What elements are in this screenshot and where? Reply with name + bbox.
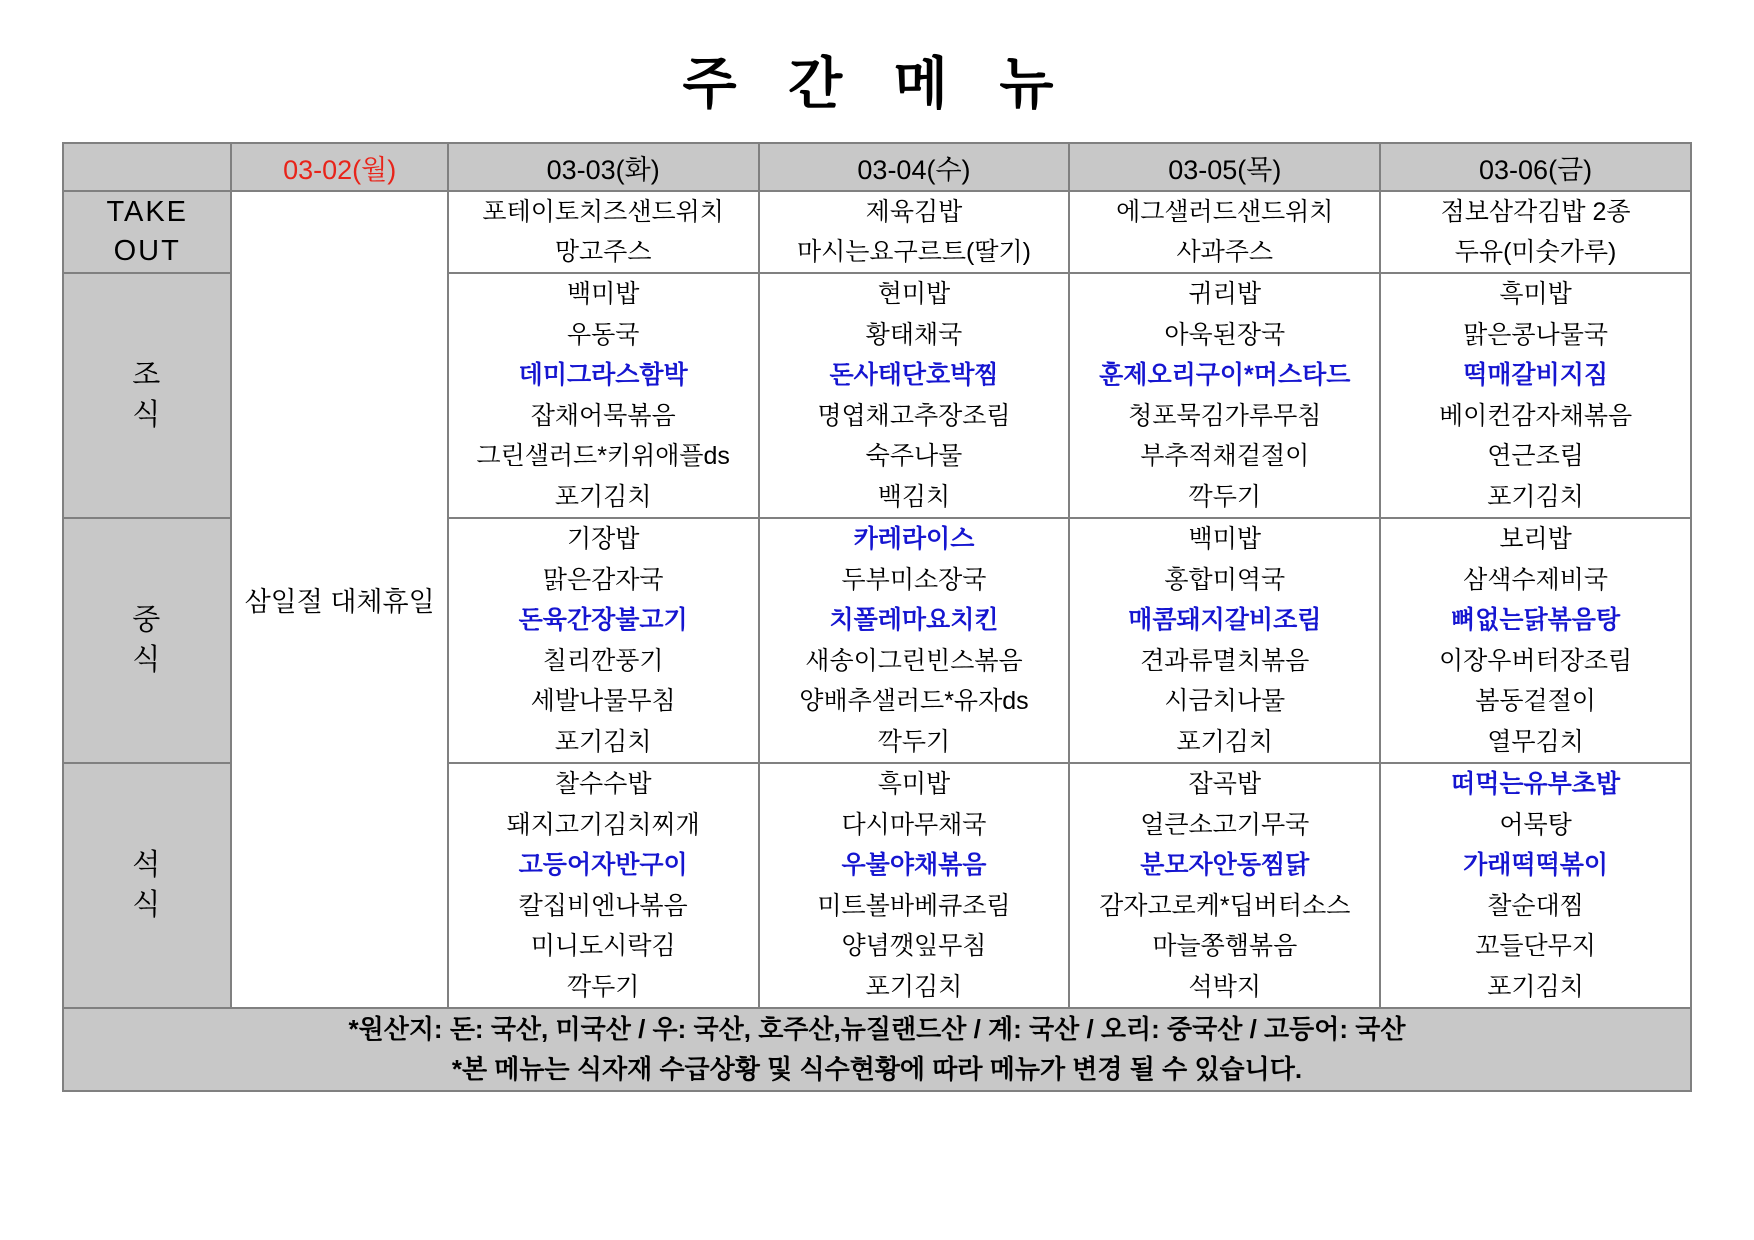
menu-item: 찰수수밥 <box>554 770 652 798</box>
header-corner-cell <box>63 143 231 191</box>
menu-item: 우동국 <box>566 320 640 349</box>
menu-item: 마늘쫑햄볶음 <box>1152 932 1298 960</box>
menu-item: 가래떡떡볶이 <box>1463 851 1609 879</box>
menu-cell-breakfast-day2 <box>448 273 759 518</box>
menu-item: 감자고로케*딥버터소스 <box>1099 891 1351 920</box>
menu-item: 떡매갈비지짐 <box>1463 361 1609 389</box>
weekly-menu-table <box>62 142 1692 1092</box>
menu-item: 봄동겉절이 <box>1475 687 1596 715</box>
menu-cell-dinner-day3 <box>759 763 1070 1008</box>
menu-item: 어묵탕 <box>1499 810 1572 839</box>
menu-cell-breakfast-day4 <box>1069 273 1380 518</box>
menu-item: 그린샐러드*키위애플ds <box>476 442 730 470</box>
menu-item: 포기김치 <box>1176 727 1274 756</box>
menu-item: 석박지 <box>1188 972 1261 1001</box>
menu-item: 다시마무채국 <box>841 810 987 839</box>
row-label-breakfast <box>63 273 231 518</box>
menu-item: 귀리밥 <box>1188 280 1261 308</box>
row-label-takeout <box>63 191 231 273</box>
menu-item: 현미밥 <box>877 280 951 308</box>
menu-item: 두유(미숫가루) <box>1454 238 1617 266</box>
menu-item: 잡곡밥 <box>1188 770 1261 798</box>
menu-item: 열무김치 <box>1487 727 1584 756</box>
menu-item: 망고주스 <box>554 238 652 266</box>
menu-item: 삼색수제비국 <box>1463 565 1609 594</box>
menu-item: 에그샐러드샌드위치 <box>1116 198 1334 226</box>
menu-item: 연근조림 <box>1487 442 1584 470</box>
footer-change-note: *본 메뉴는 식자재 수급상황 및 식수현황에 따라 메뉴가 변경 될 수 있습니다. <box>451 1054 1303 1085</box>
menu-item: 포기김치 <box>1487 972 1584 1001</box>
menu-table-wrapper <box>0 142 1754 1092</box>
menu-item: 견과류멸치볶음 <box>1140 646 1310 675</box>
menu-cell-takeout-day2 <box>448 191 759 273</box>
row-label-line: 석 <box>132 849 163 882</box>
footer-row <box>63 1008 1691 1091</box>
menu-item: 양념깻잎무침 <box>841 932 987 960</box>
menu-item: 얼큰소고기무국 <box>1140 810 1310 839</box>
header-day-1: 03-02(월) <box>231 143 447 191</box>
menu-item: 포기김치 <box>865 972 963 1001</box>
menu-item: 보리밥 <box>1499 525 1572 553</box>
menu-cell-takeout-day5 <box>1380 191 1691 273</box>
menu-cell-takeout-day4 <box>1069 191 1380 273</box>
menu-item: 칼집비엔나볶음 <box>518 891 688 920</box>
menu-item: 백미밥 <box>566 280 640 308</box>
menu-item: 미니도시락김 <box>530 932 676 960</box>
menu-item: 분모자안동찜닭 <box>1140 851 1310 879</box>
header-day-2: 03-03(화) <box>448 143 759 191</box>
menu-item: 돈육간장불고기 <box>518 606 688 634</box>
menu-item: 칠리깐풍기 <box>542 646 664 675</box>
menu-item: 매콤돼지갈비조림 <box>1128 606 1322 634</box>
menu-item: 깍두기 <box>566 972 640 1001</box>
menu-item: 흑미밥 <box>877 770 951 798</box>
header-day-4: 03-05(목) <box>1069 143 1380 191</box>
menu-item: 잡채어묵볶음 <box>530 401 676 430</box>
menu-cell-breakfast-day5 <box>1380 273 1691 518</box>
menu-item: 훈제오리구이*머스타드 <box>1099 361 1351 389</box>
row-label-line: 중 <box>132 604 163 637</box>
holiday-cell-monday: 삼일절 대체휴일 <box>231 191 447 1008</box>
menu-item: 포테이토치즈샌드위치 <box>482 198 724 226</box>
menu-item: 맑은감자국 <box>542 565 664 594</box>
menu-item: 기장밥 <box>566 525 640 553</box>
menu-cell-takeout-day3 <box>759 191 1070 273</box>
menu-item: 청포묵김가루무침 <box>1128 401 1322 430</box>
menu-cell-dinner-day5 <box>1380 763 1691 1008</box>
menu-item: 카레라이스 <box>853 525 975 553</box>
menu-item: 흑미밥 <box>1499 280 1572 308</box>
menu-item: 점보삼각김밥 2종 <box>1440 198 1631 226</box>
menu-item: 포기김치 <box>1487 482 1584 511</box>
menu-item: 부추적채겉절이 <box>1140 442 1310 470</box>
row-label-line: OUT <box>113 235 181 267</box>
footer-notes <box>63 1008 1691 1091</box>
menu-item: 데미그라스함박 <box>518 361 688 389</box>
menu-item: 시금치나물 <box>1164 687 1286 715</box>
menu-item: 고등어자반구이 <box>518 851 688 879</box>
menu-item: 우불야채볶음 <box>841 851 987 879</box>
menu-item: 맑은콩나물국 <box>1463 320 1609 349</box>
menu-item: 포기김치 <box>554 727 652 756</box>
meal-row-takeout <box>63 191 1691 273</box>
menu-cell-lunch-day5 <box>1380 518 1691 763</box>
header-day-5: 03-06(금) <box>1380 143 1691 191</box>
menu-item: 백김치 <box>877 482 951 511</box>
menu-item: 깍두기 <box>877 727 951 756</box>
row-label-line: 식 <box>132 888 163 921</box>
menu-item: 아욱된장국 <box>1164 320 1286 349</box>
menu-item: 두부미소장국 <box>841 565 987 594</box>
row-label-line: TAKE <box>106 195 189 228</box>
footer-origin-note: *원산지: 돈: 국산, 미국산 / 우: 국산, 호주산,뉴질랜드산 / 계: 국산 / 오리: 중국산 / 고등어: 국산 <box>348 1014 1406 1044</box>
page-title: 주 간 메 뉴 <box>682 52 1072 115</box>
menu-item: 홍합미역국 <box>1164 565 1286 594</box>
row-label-line: 조 <box>132 359 163 392</box>
menu-item: 깍두기 <box>1188 482 1261 511</box>
menu-item: 찰순대찜 <box>1487 891 1584 920</box>
row-label-line: 식 <box>132 643 163 676</box>
menu-item: 꼬들단무지 <box>1475 932 1596 960</box>
menu-cell-dinner-day2 <box>448 763 759 1008</box>
menu-item: 명엽채고추장조림 <box>817 401 1011 430</box>
menu-item: 베이컨감자채볶음 <box>1438 401 1633 430</box>
row-label-line: 식 <box>132 398 163 431</box>
menu-cell-breakfast-day3 <box>759 273 1070 518</box>
menu-item: 마시는요구르트(딸기) <box>796 238 1031 266</box>
menu-item: 제육김밥 <box>865 198 963 226</box>
row-label-dinner <box>63 763 231 1008</box>
menu-cell-dinner-day4 <box>1069 763 1380 1008</box>
menu-item: 미트볼바베큐조림 <box>817 891 1011 920</box>
menu-item: 양배추샐러드*유자ds <box>799 687 1029 715</box>
menu-cell-lunch-day2 <box>448 518 759 763</box>
menu-item: 떠먹는유부초밥 <box>1451 770 1621 798</box>
menu-item: 새송이그린빈스볶음 <box>805 646 1023 675</box>
menu-item: 숙주나물 <box>865 442 963 470</box>
table-header-row <box>63 143 1691 191</box>
menu-item: 황태채국 <box>865 320 963 349</box>
menu-cell-lunch-day3 <box>759 518 1070 763</box>
menu-item: 세발나물무침 <box>530 687 676 715</box>
menu-item: 이장우버터장조림 <box>1438 646 1633 675</box>
menu-item: 포기김치 <box>554 482 652 511</box>
menu-item: 돼지고기김치찌개 <box>506 810 700 839</box>
header-day-3: 03-04(수) <box>759 143 1070 191</box>
menu-cell-lunch-day4 <box>1069 518 1380 763</box>
menu-item: 치폴레마요치킨 <box>829 606 999 634</box>
menu-item: 백미밥 <box>1188 525 1261 553</box>
menu-item: 돈사태단호박찜 <box>829 361 999 389</box>
menu-item: 뼈없는닭볶음탕 <box>1451 606 1621 634</box>
row-label-lunch <box>63 518 231 763</box>
menu-item: 사과주스 <box>1176 238 1274 266</box>
